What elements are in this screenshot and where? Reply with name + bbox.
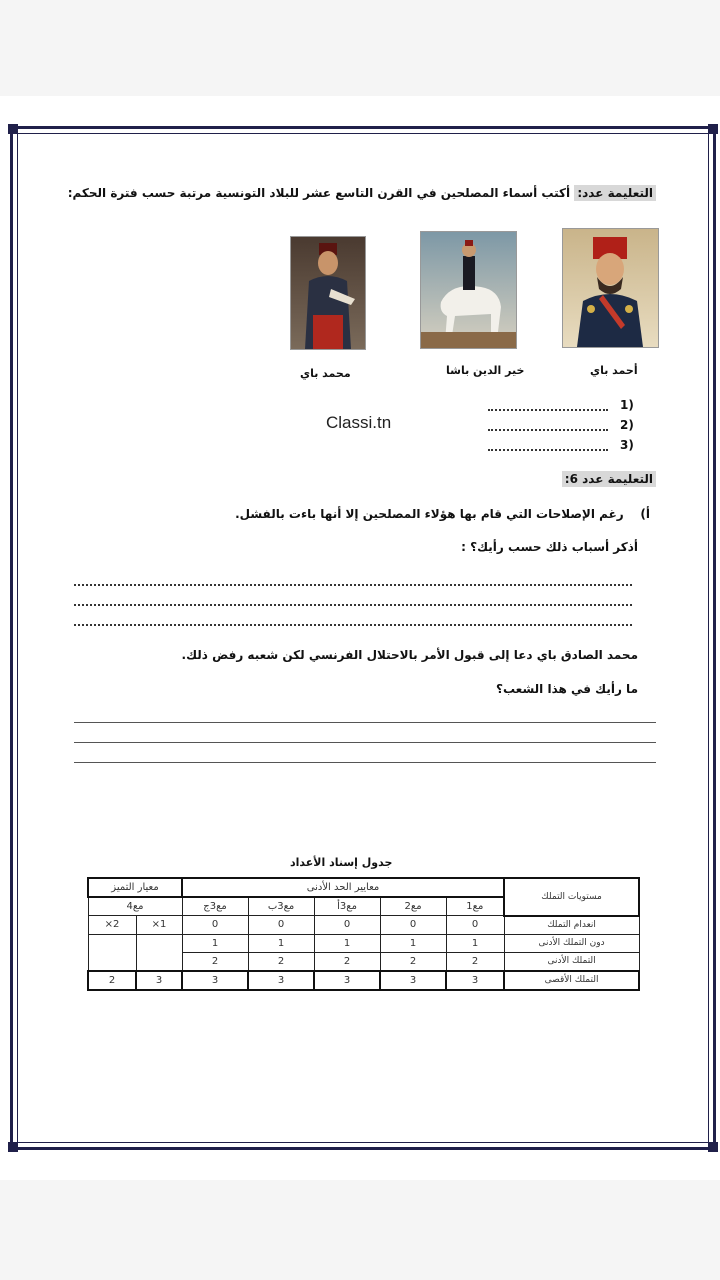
- question-label: التعليمة عدد:: [574, 185, 656, 201]
- row-label: انعدام التملك: [504, 916, 639, 935]
- score-cell: 0: [182, 916, 248, 935]
- min-criteria-header: معايير الحد الأدنى: [182, 878, 504, 897]
- score-cell: 1: [182, 934, 248, 952]
- border-corner: [8, 1142, 18, 1152]
- score-cell: 1: [314, 934, 380, 952]
- answer-line-1: [488, 408, 608, 411]
- border-corner: [708, 124, 718, 134]
- score-cell: 1: [446, 934, 504, 952]
- bottom-bar: [0, 1180, 720, 1280]
- answer-line: [74, 762, 656, 763]
- portrait-caption: أحمد باي: [590, 364, 638, 377]
- score-cell: 3: [446, 971, 504, 990]
- criteria-header: مستويات التملك: [504, 878, 639, 916]
- portrait-caption: خير الدين باشا: [446, 364, 525, 377]
- answer-line: [74, 722, 656, 723]
- score-cell: 1×: [136, 916, 182, 935]
- score-cell: 0: [314, 916, 380, 935]
- portrait-ahmad-bey-icon: [562, 228, 659, 348]
- answer-line: [74, 742, 656, 743]
- question-6a-prompt: أذكر أسباب ذلك حسب رأيك؟ :: [461, 540, 638, 554]
- answer-line-3: [488, 448, 608, 451]
- score-cell: 2: [314, 952, 380, 971]
- score-cell: 3: [248, 971, 314, 990]
- score-cell: 1: [380, 934, 446, 952]
- criterion-header: مع3ج: [182, 897, 248, 916]
- question-6b-text: محمد الصادق باي دعا إلى قبول الأمر بالاحتلال الفرنسي لكن شعبه رفض ذلك.: [181, 648, 638, 662]
- top-bar: [0, 0, 720, 96]
- score-cell: 2: [380, 952, 446, 971]
- question-6a: [235, 507, 650, 521]
- answer-dotted-line: [74, 584, 632, 586]
- grading-table: [87, 877, 640, 991]
- row-label: التملك الأدنى: [504, 952, 639, 971]
- criterion-header: مع3أ: [314, 897, 380, 916]
- question-6c-prompt: ما رأيك في هذا الشعب؟: [496, 682, 638, 696]
- criterion-header: مع3ب: [248, 897, 314, 916]
- grading-table-title: جدول إسناد الأعداد: [290, 856, 393, 869]
- score-cell: [88, 934, 136, 971]
- score-cell: 2: [88, 971, 136, 990]
- score-cell: 0: [248, 916, 314, 935]
- border-corner: [8, 124, 18, 134]
- question-text: أكتب أسماء المصلحين في القرن التاسع عشر للبلاد التونسية مرتبة حسب فترة الحكم:: [67, 186, 571, 200]
- question-6-label: التعليمة عدد 6:: [562, 471, 656, 487]
- score-cell: 3: [314, 971, 380, 990]
- question-6-title: [562, 472, 656, 486]
- score-cell: 2: [446, 952, 504, 971]
- question-6a-marker: أ): [640, 507, 650, 521]
- watermark-text: Classi.tn: [326, 413, 392, 432]
- table-row: [88, 934, 639, 952]
- score-cell: 1: [248, 934, 314, 952]
- answer-number: 2): [620, 418, 634, 432]
- score-cell: [136, 934, 182, 971]
- score-cell: 3: [380, 971, 446, 990]
- row-label: التملك الأقصى: [504, 971, 639, 990]
- score-cell: 3: [136, 971, 182, 990]
- row-label: دون التملك الأدنى: [504, 934, 639, 952]
- answer-dotted-line: [74, 624, 632, 626]
- score-cell: 3: [182, 971, 248, 990]
- border-corner: [708, 1142, 718, 1152]
- score-cell: 0: [380, 916, 446, 935]
- answer-line-2: [488, 428, 608, 431]
- portrait-mohamed-bey-icon: [290, 236, 366, 350]
- answer-number: 1): [620, 398, 634, 412]
- criterion-header: مع1: [446, 897, 504, 916]
- question-title: [68, 186, 656, 200]
- score-cell: 0: [446, 916, 504, 935]
- score-cell: 2: [248, 952, 314, 971]
- criterion-header: مع2: [380, 897, 446, 916]
- excellence-criteria-header: معيار التميز: [88, 878, 182, 897]
- question-6a-text: رغم الإصلاحات التي قام بها هؤلاء المصلحين إلا أنها باءت بالفشل.: [235, 507, 624, 521]
- portrait-kheireddine-pasha-icon: [420, 231, 517, 349]
- answer-number: 3): [620, 438, 634, 452]
- score-cell: 2: [182, 952, 248, 971]
- table-row: [88, 971, 639, 990]
- criterion-header: مع4: [88, 897, 182, 916]
- portrait-caption: محمد باي: [300, 367, 351, 380]
- answer-dotted-line: [74, 604, 632, 606]
- score-cell: 2×: [88, 916, 136, 935]
- table-row: [88, 916, 639, 935]
